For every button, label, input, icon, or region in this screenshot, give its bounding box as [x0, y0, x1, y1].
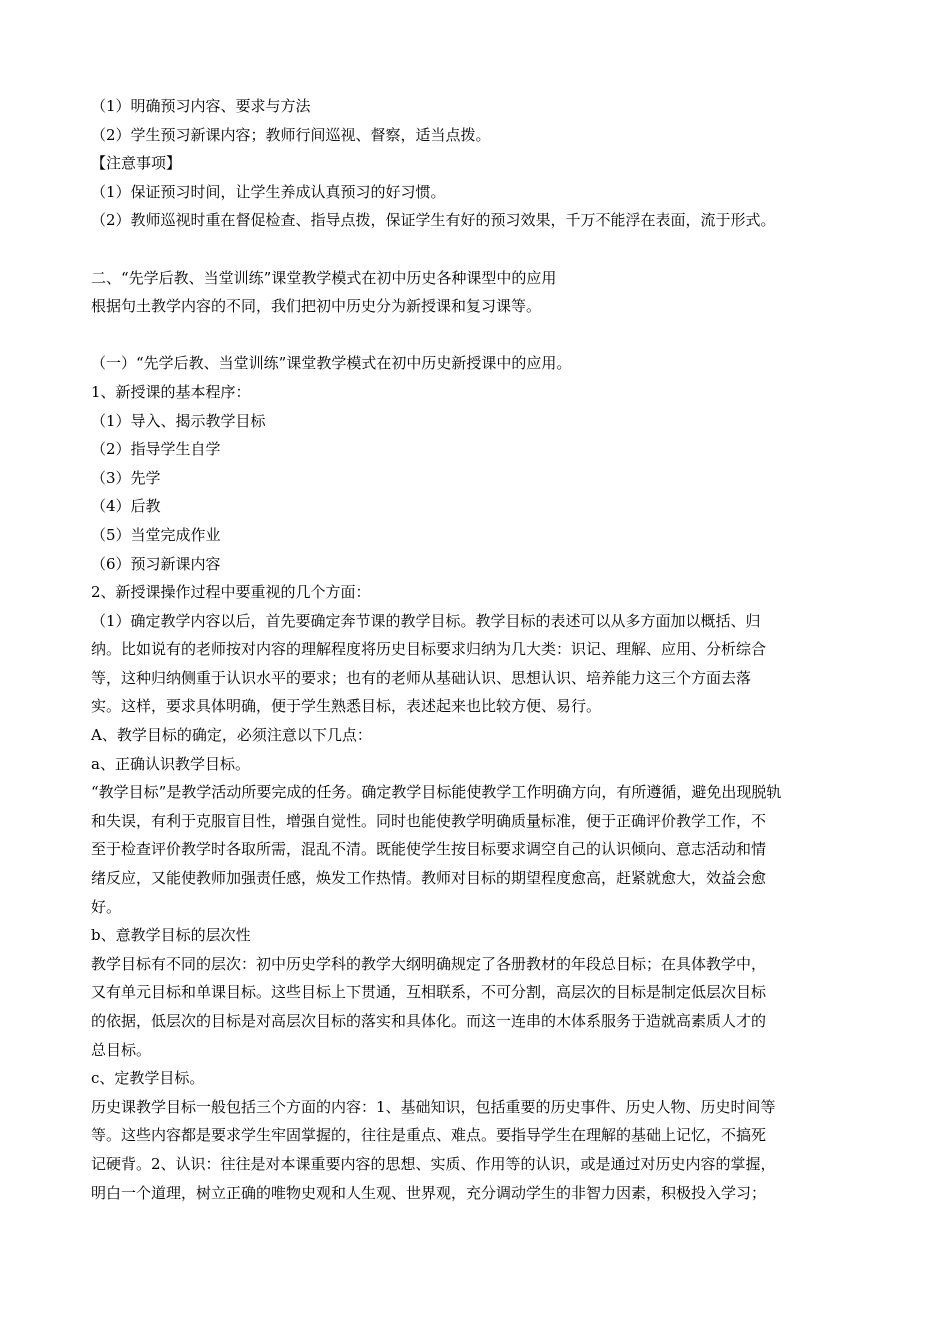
text-line: A、教学目标的确定，必须注意以下几点：	[91, 726, 372, 745]
text-line: 【注意事项】	[91, 154, 182, 173]
text-line: （2）指导学生自学	[91, 440, 221, 459]
text-line: （1）保证预习时间，让学生养成认真预习的好习惯。	[91, 182, 446, 201]
text-line: 和失误，有利于克服盲目性，增强自觉性。同时也能使教学明确质量标准，便于正确评价教学工作，不	[91, 811, 767, 830]
text-line: 实。这样，要求具体明确，便于学生熟悉目标，表述起来也比较方便、易行。	[91, 697, 602, 716]
text-line: 记硬背。2、认识：往往是对本课重要内容的思想、实质、作用等的认识，或是通过对历史内容的掌握，	[91, 1154, 776, 1173]
text-line: （1）导入、揭示教学目标	[91, 411, 266, 430]
text-line: 总目标。	[91, 1040, 152, 1059]
text-line: （一）“先学后教、当堂训练”课堂教学模式在初中历史新授课中的应用。	[91, 354, 572, 373]
text-line: （1）明确预习内容、要求与方法	[91, 97, 311, 115]
document-body	[91, 92, 861, 1207]
text-line: c、定教学目标。	[91, 1069, 205, 1088]
text-line: 的依据，低层次的目标是对高层次目标的落实和具体化。而这一连串的木体系服务于造就高素质人才的	[91, 1012, 767, 1030]
text-line: 纳。比如说有的老师按对内容的理解程度将历史目标要求归纳为几大类：识记、理解、应用、分析综合	[91, 640, 767, 659]
text-line: 又有单元目标和单课目标。这些目标上下贯通，互相联系，不可分割，高层次的目标是制定低层次目标	[91, 983, 767, 1002]
text-line: “教学目标”是教学活动所要完成的任务。确定教学目标能使教学工作明确方向，有所遵循，避免出现脱轨	[91, 783, 782, 802]
text-line: 等。这些内容都是要求学生牢固掌握的，往往是重点、难点。要指导学生在理解的基础上记忆，不搞死	[91, 1126, 767, 1145]
text-line: 根据句土教学内容的不同，我们把初中历史分为新授课和复习课等。	[91, 297, 542, 316]
text-line: a、正确认识教学目标。	[91, 754, 250, 773]
text-line: （4）后教	[91, 497, 161, 516]
text-line: 1、新授课的基本程序：	[91, 382, 251, 401]
blank-line	[91, 321, 861, 350]
text-line: 明白一个道理，树立正确的唯物史观和人生观、世界观，充分调动学生的非智力因素，积极投入学习；	[91, 1183, 767, 1202]
text-line: 二、“先学后教、当堂训练”课堂教学模式在初中历史各种课型中的应用	[91, 268, 557, 287]
text-line: （3）先学	[91, 468, 161, 487]
text-line: （2）教师巡视时重在督促检查、指导点拨，保证学生有好的预习效果，千万不能浮在表面，流于形式。	[91, 211, 776, 230]
text-line: 历史课教学目标一般包括三个方面的内容：1、基础知识，包括重要的历史事件、历史人物、历史时间等	[91, 1097, 776, 1116]
text-line: 2、新授课操作过程中要重视的几个方面：	[91, 583, 371, 602]
text-line: （6）预习新课内容	[91, 554, 221, 573]
text-line: b、意教学目标的层次性	[91, 926, 251, 945]
text-line: 教学目标有不同的层次：初中历史学科的教学大纲明确规定了各册教材的年段总目标；在具体教学中，	[91, 954, 767, 973]
text-line: （2）学生预习新课内容；教师行间巡视、督察，适当点拨。	[91, 125, 491, 144]
text-line: 等，这种归纳侧重于认识水平的要求；也有的老师从基础认识、思想认识、培养能力这三个方面去落	[91, 668, 752, 687]
text-line: （1）确定教学内容以后，首先要确定奔节课的教学目标。教学目标的表述可以从多方面加以概括、归	[91, 611, 761, 630]
text-line: 绪反应，又能使教师加强责任感，焕发工作热情。教师对目标的期望程度愈高，赶紧就愈大，效益会愈	[91, 869, 767, 888]
blank-line	[91, 235, 861, 264]
text-line: 好。	[91, 897, 122, 916]
text-line: 至于检查评价教学时各取所需，混乱不清。既能使学生按目标要求调空自己的认识倾向、意志活动和情	[91, 840, 767, 859]
text-line: （5）当堂完成作业	[91, 525, 221, 544]
